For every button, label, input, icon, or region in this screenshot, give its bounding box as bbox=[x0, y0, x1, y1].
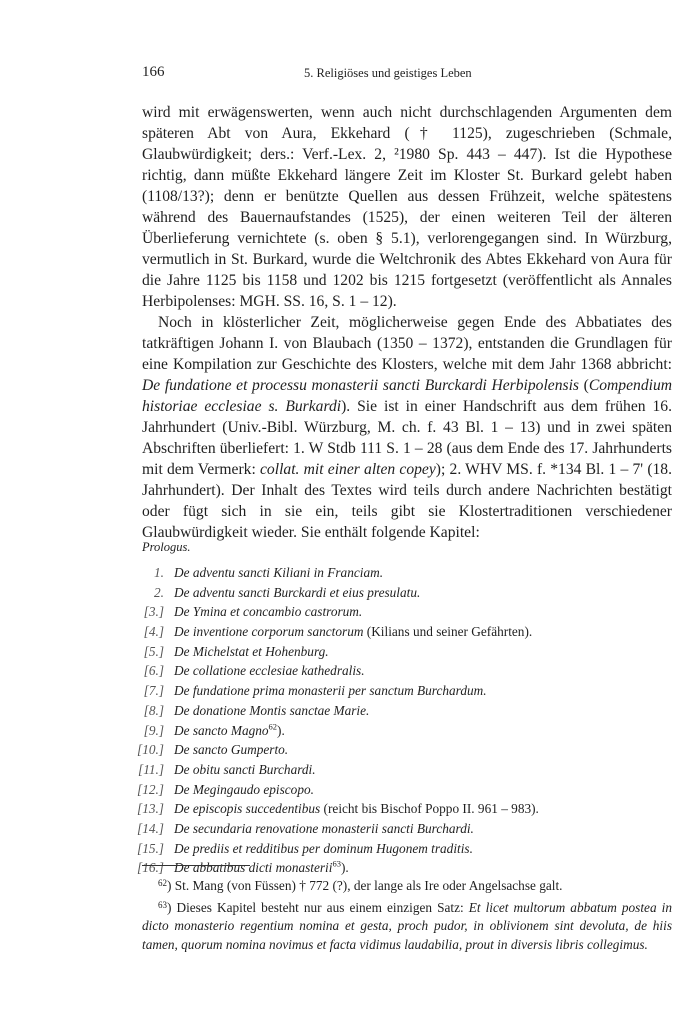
paragraph-1: wird mit erwägenswerten, wenn auch nicht durchschlagenden Argumenten dem späteren Abt von Aura, Ekkehard († 1125), zugeschrieben (Schmale, Glaubwürdigkeit; ders.: Verf.-Lex. 2, ²1980 Sp. 443 – 447). Ist die Hypothese richtig, dann müßte Ekkehard längere Zeit im Kloster St. Burkard gelebt haben (1108/13?); denn er benützte Quellen aus dessen Frühzeit, welche spätestens während des Bauernaufstandes (1525), der einen weiteren Teil der älteren Überlieferung vernichtete (s. oben § 5.1), verlorengegangen sind. In Würzburg, vermutlich in St. Burkard, wurde die Weltchronik des Abtes Ekkehard von Aura für die Jahre 1125 bis 1158 und 1202 bis 1215 fortgesetzt (veröffentlicht als Annales Herbipolenses: MGH. SS. 16, S. 1 – 12). bbox=[142, 104, 672, 310]
footnote-ref: 63 bbox=[332, 858, 341, 869]
chapter-title: De abbatibus dicti monasterii bbox=[174, 860, 333, 876]
chapter-number: [11.] bbox=[138, 761, 164, 777]
page-number: 166 bbox=[142, 64, 165, 80]
chapter-item bbox=[142, 565, 672, 585]
chapter-number: 2. bbox=[154, 584, 164, 600]
chapter-item bbox=[137, 781, 672, 802]
paragraph-2 bbox=[142, 312, 672, 543]
footnote-divider bbox=[142, 865, 250, 866]
chapter-note: ). bbox=[277, 722, 285, 738]
chapter-title: De adventu sancti Burckardi et eius presulatu. bbox=[174, 584, 421, 600]
chapter-item bbox=[142, 604, 672, 624]
chapter-title: De fundatione prima monasterii per sanctum Burchardum. bbox=[174, 683, 487, 699]
chapter-title: De Megingaudo episcopo. bbox=[174, 781, 314, 797]
manuscript-note: collat. mit einer alten copey bbox=[260, 461, 436, 478]
footnote-ref: 62 bbox=[268, 721, 278, 732]
chapter-item bbox=[138, 761, 672, 782]
chapter-title: De adventu sancti Kiliani in Franciam. bbox=[174, 565, 384, 580]
chapter-title: De sancto Gumperto. bbox=[174, 742, 289, 758]
chapter-title: De inventione corporum sanctorum bbox=[174, 624, 364, 640]
chapter-number: [14.] bbox=[137, 820, 164, 836]
paragraph-2-text: ( bbox=[579, 377, 589, 394]
chapter-title: De collatione ecclesiae kathedralis. bbox=[174, 663, 365, 679]
chapter-item bbox=[142, 703, 672, 723]
footnote-62 bbox=[142, 874, 672, 896]
footnote-63 bbox=[142, 896, 672, 955]
chapter-title: De secundaria renovatione monasterii sancti Burchardi. bbox=[174, 820, 474, 836]
chapter-title: De episcopis succedentibus bbox=[174, 801, 321, 817]
paragraph-2-text: Noch in klösterlicher Zeit, möglicherweise gegen Ende des Abbatiates des tatkräftigen Johann I. von Blaubach (1350 – 1372), entstanden die Grundlagen für eine Kompilation zur Geschichte des Klosters, welche mit dem Jahr 1368 abbricht: bbox=[142, 314, 672, 373]
footnote-text: ) Dieses Kapitel besteht nur aus einem einzigen Satz: bbox=[167, 899, 469, 915]
chapter-number: [5.] bbox=[143, 643, 164, 659]
footnotes bbox=[142, 874, 672, 954]
chapter-note: (reicht bis Bischof Poppo II. 961 – 983). bbox=[320, 801, 539, 817]
source-title: De fundatione et processu monasterii sancti Burckardi Herbipolensis bbox=[142, 377, 579, 394]
prologus-heading: Prologus. bbox=[142, 540, 191, 554]
chapter-note: (Kilians und seiner Gefährten). bbox=[363, 624, 533, 640]
chapter-title: De prediis et redditibus per dominum Hugonem traditis. bbox=[174, 840, 473, 856]
chapter-number: [15.] bbox=[137, 840, 164, 856]
footnote-quote: Et licet multorum abbatum postea in dicto monasterio regentium nomina et gesta, proch pudor, in oblivionem sint devoluta, de hiis tamen, quorum nomina novimus et facta vidimus laudabilia, prout in diversis libris collegimus. bbox=[142, 899, 672, 952]
chapter-item bbox=[137, 801, 672, 821]
chapter-item bbox=[142, 663, 672, 683]
main-text bbox=[142, 102, 672, 543]
chapter-title: De sancto Magno bbox=[174, 722, 269, 738]
chapter-number: [8.] bbox=[143, 702, 164, 718]
chapter-number: [9.] bbox=[143, 722, 164, 738]
chapter-number: [16.] bbox=[137, 860, 164, 876]
chapter-item bbox=[137, 742, 672, 762]
chapter-number: [4.] bbox=[143, 624, 164, 640]
chapter-item bbox=[142, 644, 672, 664]
chapter-note: ). bbox=[340, 860, 349, 876]
chapter-number: [10.] bbox=[137, 742, 164, 758]
chapter-list bbox=[137, 565, 672, 880]
chapter-item bbox=[142, 723, 672, 743]
footnote-number: 63 bbox=[158, 899, 167, 910]
chapter-title: De Michelstat et Hohenburg. bbox=[174, 643, 329, 659]
chapter-number: [7.] bbox=[143, 683, 164, 699]
chapter-title: De obitu sancti Burchardi. bbox=[174, 761, 316, 777]
chapter-item bbox=[137, 840, 672, 861]
paragraph-2-text: ); 2. WHV MS. f. *134 Bl. 1 – 7' (18. Jahrhundert). Der Inhalt des Textes wird teils durch andere Nachrichten bestätigt oder fügt sich in sie ein, teils gibt sie Klostertraditionen verschiedener Glaubwürdigkeit wieder. Sie enthält folgende Kapitel: bbox=[142, 461, 673, 541]
footnote-text: ) St. Mang (von Füssen) † 772 (?), der lange als Ire oder Angelsachse galt. bbox=[167, 878, 563, 893]
chapter-item bbox=[142, 585, 672, 605]
chapter-item bbox=[137, 820, 672, 841]
chapter-number: [12.] bbox=[137, 781, 164, 797]
chapter-number: [13.] bbox=[137, 801, 164, 817]
footnote-number: 62 bbox=[158, 878, 167, 888]
chapter-item bbox=[142, 624, 672, 644]
paragraph-2-text: ). Sie ist in einer Handschrift aus dem frühen 16. Jahrhundert (Univ.-Bibl. Würzburg, M. ch. f. 43 Bl. 1 – 13) und in zwei späten Abschriften überliefert: 1. W Stdb 111 S. 1 – 28 (aus dem Ende des 17. Jahrhunderts mit dem Vermerk: bbox=[142, 398, 672, 478]
chapter-number: [3.] bbox=[143, 604, 164, 620]
chapter-item bbox=[142, 683, 672, 703]
page-header bbox=[142, 64, 560, 86]
chapter-number: [6.] bbox=[143, 663, 164, 679]
chapter-title: De donatione Montis sanctae Marie. bbox=[174, 702, 370, 718]
chapter-number: 1. bbox=[154, 565, 164, 580]
chapter-title: De Ymina et concambio castrorum. bbox=[174, 604, 363, 620]
source-alt-title: Compendium historiae ecclesiae s. Burkardi bbox=[142, 377, 673, 415]
running-head: 5. Religiöses und geistiges Leben bbox=[304, 66, 472, 80]
